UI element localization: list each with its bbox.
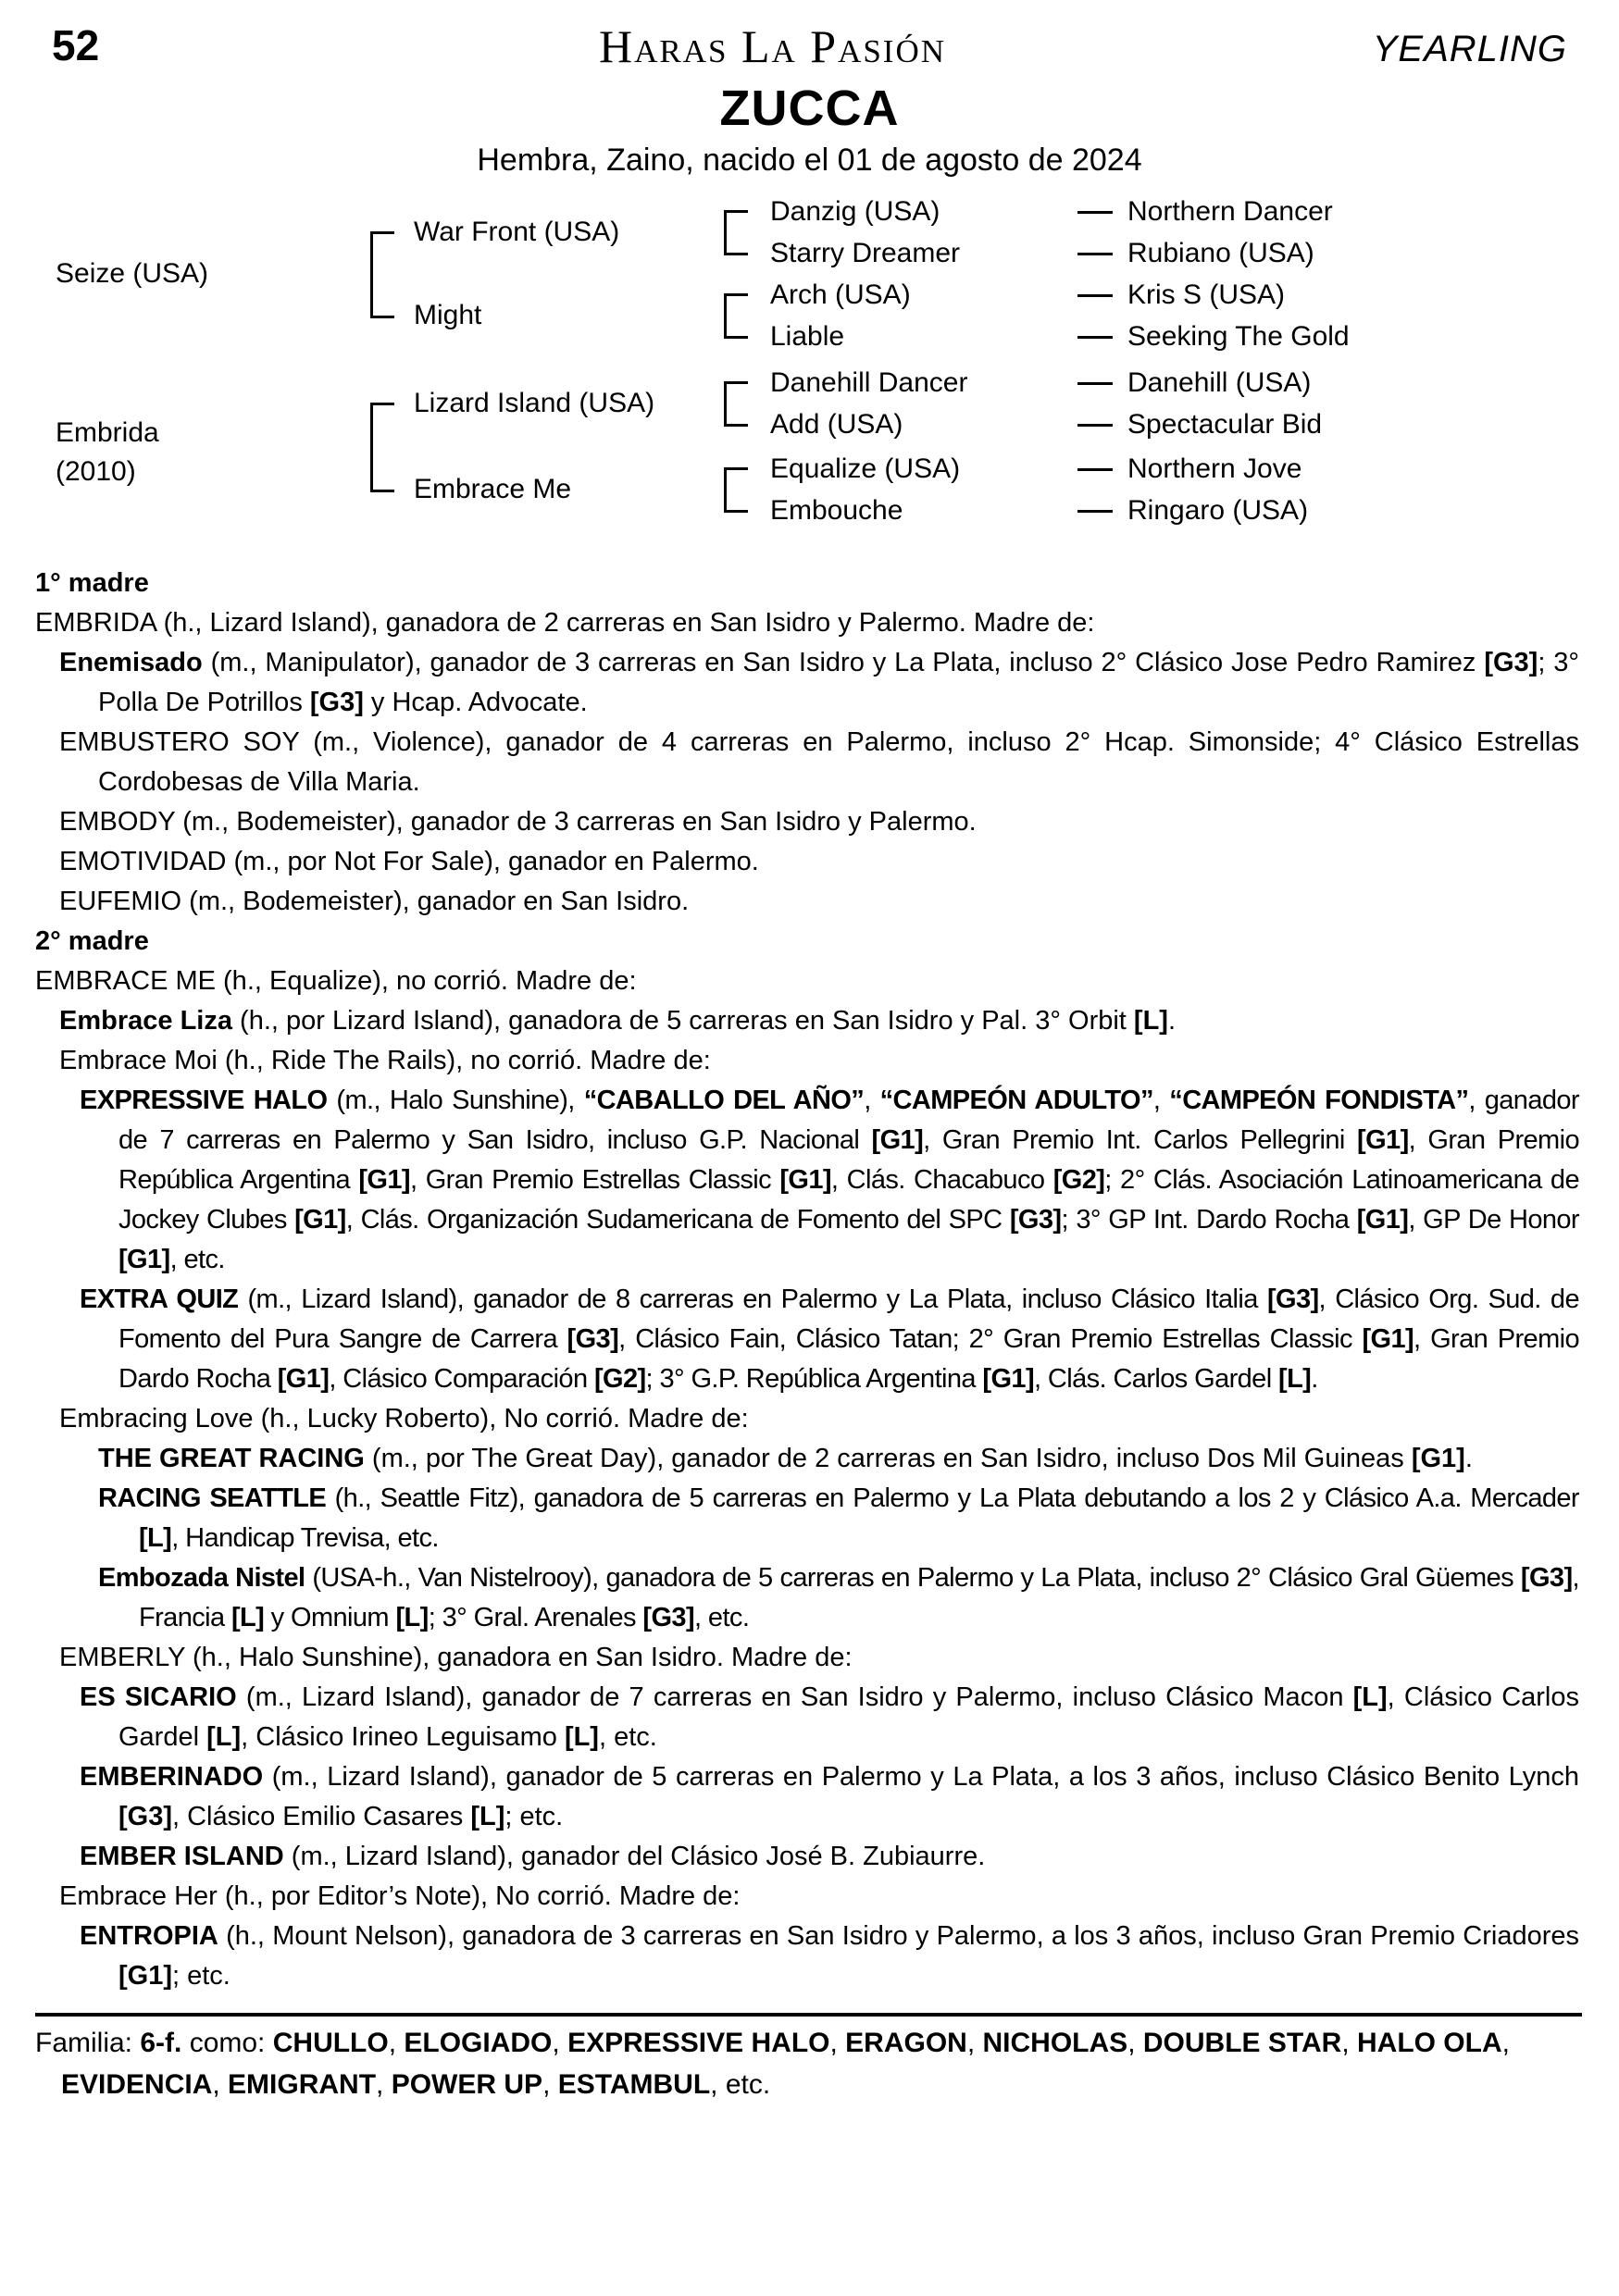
pedigree-ancestor-name: War Front (USA) xyxy=(414,217,620,247)
plain-text: ; etc. xyxy=(172,1961,230,1991)
pedigree-ancestor-name: Lizard Island (USA) xyxy=(414,388,655,418)
plain-text: . xyxy=(1167,1006,1176,1036)
pedigree-ancestor-name: Embouche xyxy=(770,495,903,526)
pedigree-ancestor-name: Northern Dancer xyxy=(1127,196,1333,227)
pedigree-dam-line1: Embrida xyxy=(56,417,159,448)
emphasized-text: ES SICARIO xyxy=(80,1682,237,1712)
plain-text: ; 3° G.P. República Argentina xyxy=(645,1364,983,1394)
emphasized-text: [G1] xyxy=(1362,1324,1414,1354)
emphasized-text: [L] xyxy=(139,1523,172,1553)
emphasized-text: EMBER ISLAND xyxy=(80,1842,284,1871)
note-paragraph xyxy=(35,842,1579,882)
second-dam-paragraphs xyxy=(35,962,1579,1996)
plain-text: (m., Lizard Island), ganador de 5 carreras en Palermo y La Plata, a los 3 años, incluso Clásico Benito Lynch xyxy=(263,1762,1579,1792)
emphasized-text: EMIGRANT xyxy=(228,2069,377,2100)
horse-description: Hembra, Zaino, nacido el 01 de agosto de 2024 xyxy=(477,143,1142,178)
note-paragraph xyxy=(35,1479,1579,1558)
plain-text: , Clásico Org. Sud. de Fomento del Pura Sangre de Carrera xyxy=(118,1285,1579,1354)
plain-text: , Clásico Irineo Leguisamo xyxy=(241,1722,565,1752)
plain-text: , Gran Premio Dardo Rocha xyxy=(118,1324,1579,1394)
emphasized-text: ENTROPIA xyxy=(80,1921,218,1951)
plain-text: , Gran Premio República Argentina xyxy=(118,1125,1579,1195)
second-dam-section xyxy=(35,922,1579,1996)
emphasized-text: POWER UP xyxy=(391,2069,543,2100)
emphasized-text: EMBERINADO xyxy=(80,1762,264,1792)
emphasized-text: [G1] xyxy=(1356,1205,1409,1235)
note-paragraph xyxy=(35,802,1579,842)
note-paragraph xyxy=(35,1917,1579,1996)
note-paragraph xyxy=(35,1280,1579,1399)
plain-text: y Hcap. Advocate. xyxy=(363,688,588,717)
pedigree-dam-name xyxy=(56,414,159,491)
plain-text: (USA-h., Van Nistelrooy), ganadora de 5 carreras en Palermo y La Plata, incluso 2° Clásico Gral Güemes xyxy=(305,1563,1521,1593)
emphasized-text: [G3] xyxy=(1009,1205,1062,1235)
plain-text: , Clás. Organización Sudamericana de Fomento del SPC xyxy=(345,1205,1010,1235)
plain-text: EMBRACE ME (h., Equalize), no corrió. Madre de: xyxy=(35,966,637,996)
emphasized-text: [G3] xyxy=(118,1802,172,1831)
pedigree-dash xyxy=(1077,336,1113,339)
emphasized-text: [L] xyxy=(564,1722,599,1752)
plain-text: , Gran Premio Int. Carlos Pellegrini xyxy=(923,1125,1358,1155)
pedigree-ancestor-name: Liable xyxy=(770,321,845,352)
category-label: YEARLING xyxy=(1372,29,1567,69)
plain-text: ; 3° Polla De Potrillos xyxy=(98,648,1579,717)
note-paragraph xyxy=(35,1399,1579,1439)
plain-text: (m., por The Great Day), ganador de 2 carreras en San Isidro, incluso Dos Mil Guineas xyxy=(364,1444,1412,1473)
plain-text: como: xyxy=(181,2028,273,2058)
plain-text: Familia: xyxy=(35,2028,141,2058)
plain-text: , xyxy=(1501,2028,1510,2058)
emphasized-text: [L] xyxy=(1278,1364,1312,1394)
emphasized-text: ERAGON xyxy=(845,2028,967,2058)
emphasized-text: [G1] xyxy=(779,1165,831,1195)
pedigree-ancestor-name: Northern Jove xyxy=(1127,453,1302,484)
pedigree-ancestor-name: Danehill Dancer xyxy=(770,367,968,398)
pedigree-ancestor-name: Ringaro (USA) xyxy=(1127,495,1309,526)
emphasized-text: [L] xyxy=(1133,1006,1168,1036)
pedigree-ancestor-name: Kris S (USA) xyxy=(1127,279,1286,310)
note-paragraph xyxy=(35,962,1579,1001)
plain-text: Embrace Her (h., por Editor’s Note), No corrió. Madre de: xyxy=(59,1881,741,1911)
emphasized-text: [G3] xyxy=(1520,1563,1573,1593)
plain-text: EUFEMIO (m., Bodemeister), ganador en San Isidro. xyxy=(59,887,690,916)
pedigree-bracket xyxy=(724,467,748,513)
emphasized-text: [G1] xyxy=(118,1245,170,1274)
plain-text: EMBODY (m., Bodemeister), ganador de 3 carreras en San Isidro y Palermo. xyxy=(59,807,977,837)
emphasized-text: EXPRESSIVE HALO xyxy=(80,1086,328,1115)
plain-text: EMBERLY (h., Halo Sunshine), ganadora en San Isidro. Madre de: xyxy=(59,1643,853,1672)
produce-notes xyxy=(0,556,1619,1996)
note-paragraph xyxy=(35,1757,1579,1837)
emphasized-text: [G1] xyxy=(277,1364,330,1394)
pedigree-dash xyxy=(1077,424,1113,427)
emphasized-text: EXPRESSIVE HALO xyxy=(567,2028,830,2058)
plain-text: ; 2° Clás. Asociación Latinoamericana de Jockey Clubes xyxy=(118,1165,1579,1235)
horse-name: ZUCCA xyxy=(719,81,900,136)
pedigree-dash xyxy=(1077,211,1113,214)
emphasized-text: Enemisado xyxy=(59,648,203,677)
plain-text: , xyxy=(1127,2028,1143,2058)
pedigree-ancestor-name: Rubiano (USA) xyxy=(1127,238,1314,268)
plain-text: , GP De Honor xyxy=(1408,1205,1579,1235)
emphasized-text: Embozada Nistel xyxy=(98,1563,305,1593)
pedigree-dash xyxy=(1077,510,1113,513)
pedigree-ancestor-name: Might xyxy=(414,300,482,330)
emphasized-text: [L] xyxy=(230,1603,265,1632)
plain-text: (h., por Lizard Island), ganadora de 5 carreras en San Isidro y Pal. 3° Orbit xyxy=(231,1006,1134,1036)
emphasized-text: [G1] xyxy=(1411,1444,1465,1473)
plain-text: , etc. xyxy=(710,2069,771,2100)
plain-text: , Clásico Carlos Gardel xyxy=(118,1682,1579,1752)
pedigree-dam-line2: (2010) xyxy=(56,456,136,487)
emphasized-text: CHULLO xyxy=(272,2028,389,2058)
pedigree-dash xyxy=(1077,253,1113,255)
pedigree-dash xyxy=(1077,382,1113,385)
pedigree-bracket xyxy=(724,381,748,427)
plain-text: EMBRIDA (h., Lizard Island), ganadora de 2 carreras en San Isidro y Palermo. Madre de: xyxy=(35,608,1095,638)
family-note xyxy=(35,2013,1582,2105)
pedigree-ancestor-name: Seeking The Gold xyxy=(1127,321,1350,352)
pedigree-bracket xyxy=(724,210,748,255)
emphasized-text: THE GREAT RACING xyxy=(98,1444,365,1473)
emphasized-text: [G3] xyxy=(642,1603,695,1632)
note-paragraph xyxy=(35,643,1579,723)
plain-text: EMOTIVIDAD (m., por Not For Sale), ganador en Palermo. xyxy=(59,847,759,876)
plain-text: (m., Lizard Island), ganador de 7 carreras en San Isidro y Palermo, incluso Clásico Macon xyxy=(236,1682,1353,1712)
emphasized-text: NICHOLAS xyxy=(982,2028,1128,2058)
pedigree-ancestor-name: Danzig (USA) xyxy=(770,196,940,227)
emphasized-text: [G3] xyxy=(309,688,364,717)
note-paragraph xyxy=(35,603,1579,643)
note-paragraph xyxy=(35,882,1579,922)
plain-text: , xyxy=(966,2028,983,2058)
pedigree-ancestor-name: Danehill (USA) xyxy=(1127,367,1312,398)
plain-text: , etc. xyxy=(169,1245,225,1274)
emphasized-text: [G1] xyxy=(294,1205,346,1235)
plain-text: y Omnium xyxy=(264,1603,396,1632)
emphasized-text: HALO OLA xyxy=(1356,2028,1502,2058)
emphasized-text: [G3] xyxy=(1266,1285,1319,1314)
pedigree-ancestor-name: Starry Dreamer xyxy=(770,238,961,268)
plain-text: Embrace Moi (h., Ride The Rails), no corrió. Madre de: xyxy=(59,1046,711,1075)
emphasized-text: [G1] xyxy=(358,1165,410,1195)
pedigree-dash xyxy=(1077,294,1113,297)
plain-text: . xyxy=(1464,1444,1473,1473)
plain-text: , etc. xyxy=(598,1722,657,1752)
section-heading: 1° madre xyxy=(35,568,149,598)
note-paragraph xyxy=(35,1439,1579,1479)
pedigree-ancestor-name: Spectacular Bid xyxy=(1127,409,1323,440)
pedigree-ancestor-name: Arch (USA) xyxy=(770,279,911,310)
plain-text: . xyxy=(1311,1364,1318,1394)
stud-title: Haras La Pasión xyxy=(598,20,947,72)
first-dam-section xyxy=(35,564,1579,922)
note-paragraph xyxy=(35,1558,1579,1638)
pedigree-ancestor-name: Add (USA) xyxy=(770,409,903,440)
plain-text: , Clásico Comparación xyxy=(329,1364,594,1394)
emphasized-text: ESTAMBUL xyxy=(557,2069,711,2100)
plain-text: ; etc. xyxy=(504,1802,564,1831)
emphasized-text: [G3] xyxy=(567,1324,619,1354)
plain-text: , xyxy=(1341,2028,1357,2058)
plain-text: , xyxy=(542,2069,558,2100)
emphasized-text: “CABALLO DEL AÑO” xyxy=(583,1086,865,1115)
emphasized-text: “CAMPEÓN FONDISTA” xyxy=(1169,1086,1469,1115)
plain-text: (m., Lizard Island), ganador de 8 carreras en Palermo y La Plata, incluso Clásico Italia xyxy=(238,1285,1267,1314)
pedigree-bracket-dam xyxy=(370,403,394,492)
emphasized-text: EVIDENCIA xyxy=(61,2069,213,2100)
page-number: 52 xyxy=(52,21,100,69)
note-paragraph xyxy=(35,1678,1579,1757)
plain-text: ; 3° GP Int. Dardo Rocha xyxy=(1061,1205,1357,1235)
plain-text: , Gran Premio Estrellas Classic xyxy=(409,1165,780,1195)
emphasized-text: [L] xyxy=(395,1603,429,1632)
plain-text: , Clás. Chacabuco xyxy=(830,1165,1053,1195)
emphasized-text: DOUBLE STAR xyxy=(1142,2028,1342,2058)
note-paragraph xyxy=(35,1041,1579,1081)
plain-text: , xyxy=(1152,1086,1170,1115)
emphasized-text: “CAMPEÓN ADULTO” xyxy=(879,1086,1153,1115)
emphasized-text: [L] xyxy=(206,1722,242,1752)
plain-text: , ganador de 7 carreras en Palermo y San Isidro, incluso G.P. Nacional xyxy=(118,1086,1579,1155)
plain-text: , xyxy=(376,2069,392,2100)
plain-text: , xyxy=(552,2028,568,2058)
plain-text: , Clás. Carlos Gardel xyxy=(1034,1364,1279,1394)
pedigree-dash xyxy=(1077,468,1113,471)
note-paragraph xyxy=(35,1001,1579,1041)
first-dam-paragraphs xyxy=(35,603,1579,922)
pedigree-bracket xyxy=(724,293,748,339)
plain-text: (m., Lizard Island), ganador del Clásico José B. Zubiaurre. xyxy=(283,1842,986,1871)
plain-text: ; 3° Gral. Arenales xyxy=(428,1603,643,1632)
plain-text: , etc. xyxy=(694,1603,750,1632)
plain-text: , Clásico Fain, Clásico Tatan; 2° Gran Premio Estrellas Classic xyxy=(618,1324,1363,1354)
plain-text: , xyxy=(829,2028,846,2058)
note-paragraph xyxy=(35,1638,1579,1678)
plain-text: , xyxy=(864,1086,880,1115)
emphasized-text: [G1] xyxy=(118,1961,172,1991)
emphasized-text: 6-f. xyxy=(140,2028,182,2058)
emphasized-text: [L] xyxy=(1352,1682,1388,1712)
pedigree-ancestor-name: Equalize (USA) xyxy=(770,453,961,484)
emphasized-text: [G3] xyxy=(1484,648,1538,677)
plain-text: , xyxy=(212,2069,229,2100)
plain-text: (m., Manipulator), ganador de 3 carreras en San Isidro y La Plata, incluso 2° Clásico Jose Pedro Ramirez xyxy=(202,648,1485,677)
plain-text: EMBUSTERO SOY (m., Violence), ganador de 4 carreras en Palermo, incluso 2° Hcap. Simonside; 4° Clásico Estrellas Cordobesas de Villa Maria. xyxy=(59,727,1579,797)
family-line xyxy=(35,2022,1582,2105)
pedigree-sire-name: Seize (USA) xyxy=(56,258,209,289)
plain-text: Embracing Love (h., Lucky Roberto), No corrió. Madre de: xyxy=(59,1404,749,1433)
pedigree-ancestor-name: Embrace Me xyxy=(414,474,572,504)
emphasized-text: [G2] xyxy=(1052,1165,1105,1195)
emphasized-text: [G1] xyxy=(871,1125,924,1155)
plain-text: (h., Seattle Fitz), ganadora de 5 carreras en Palermo y La Plata debutando a los 2 y Clásico A.a. Mercader xyxy=(326,1483,1579,1513)
plain-text: , Handicap Trevisa, etc. xyxy=(171,1523,439,1553)
plain-text: , Clásico Emilio Casares xyxy=(172,1802,471,1831)
emphasized-text: ELOGIADO xyxy=(404,2028,553,2058)
plain-text: , Francia xyxy=(139,1563,1579,1632)
plain-text: , xyxy=(388,2028,405,2058)
note-paragraph xyxy=(35,1081,1579,1280)
emphasized-text: Embrace Liza xyxy=(59,1006,232,1036)
note-paragraph xyxy=(35,1837,1579,1877)
emphasized-text: [L] xyxy=(470,1802,505,1831)
plain-text: (h., Mount Nelson), ganadora de 3 carreras en San Isidro y Palermo, a los 3 años, incluso Gran Premio Criadores xyxy=(218,1921,1579,1951)
plain-text: (m., Halo Sunshine), xyxy=(327,1086,584,1115)
emphasized-text: RACING SEATTLE xyxy=(98,1483,327,1513)
pedigree-table xyxy=(0,193,1619,556)
emphasized-text: [G1] xyxy=(982,1364,1035,1394)
emphasized-text: [G1] xyxy=(1357,1125,1409,1155)
section-heading: 2° madre xyxy=(35,926,149,956)
emphasized-text: [G2] xyxy=(593,1364,646,1394)
pedigree-bracket-sire xyxy=(370,231,394,318)
page-header xyxy=(0,0,1619,70)
emphasized-text: EXTRA QUIZ xyxy=(80,1285,239,1314)
note-paragraph xyxy=(35,1877,1579,1917)
note-paragraph xyxy=(35,723,1579,802)
